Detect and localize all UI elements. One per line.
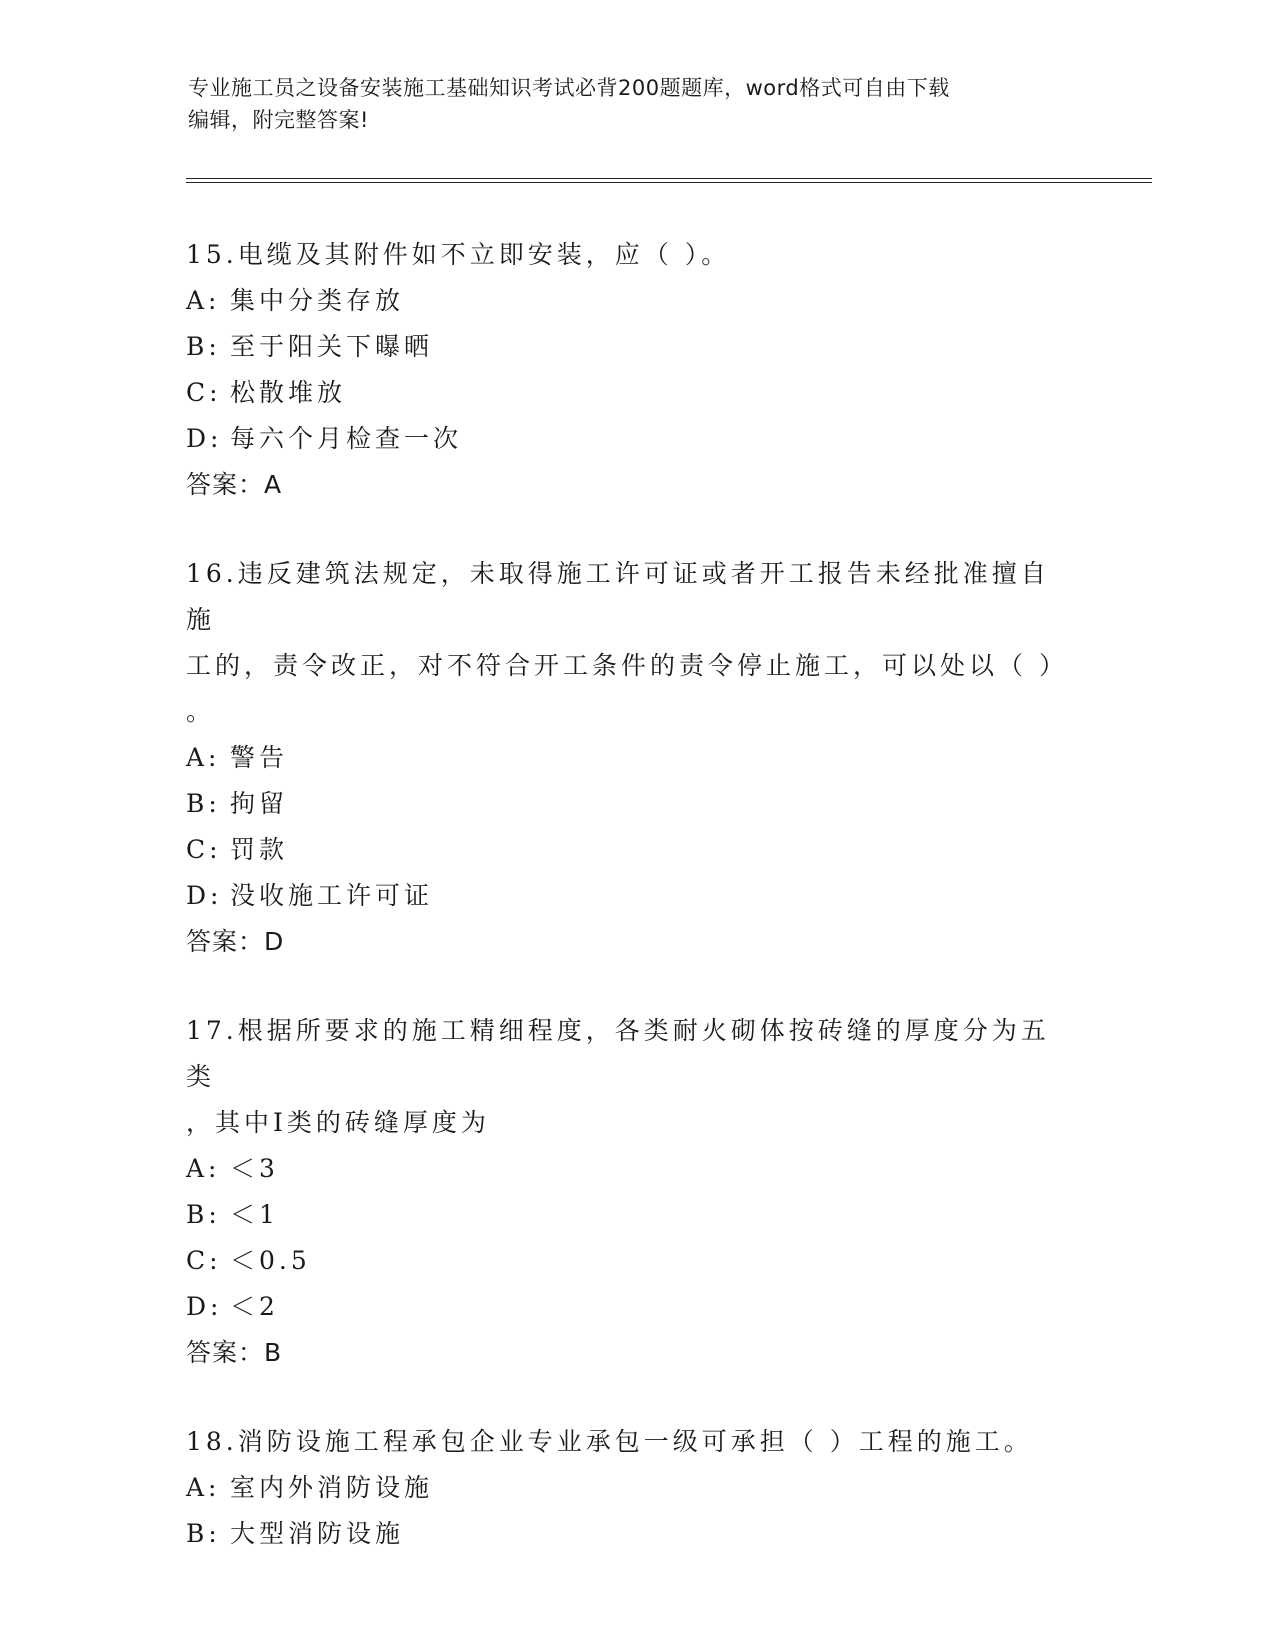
- option-letter: C:: [186, 1246, 222, 1275]
- option-text: 没收施工许可证: [230, 881, 434, 910]
- option-text: 松散堆放: [230, 378, 347, 407]
- option-list: [186, 1146, 1106, 1330]
- option-text: 集中分类存放: [230, 286, 405, 315]
- option-letter: B:: [186, 1519, 221, 1548]
- stem-line: 16.违反建筑法规定，未取得施工许可证或者开工报告未经批准擅自施: [186, 559, 1050, 634]
- question-16: [186, 551, 1106, 965]
- header-line-2: 编辑，附完整答案!: [188, 108, 369, 132]
- option-letter: A:: [186, 1154, 221, 1183]
- option-d: [186, 416, 1106, 462]
- stem-line: 15.电缆及其附件如不立即安装，应（ ）。: [186, 240, 731, 269]
- option-letter: D:: [186, 424, 223, 453]
- option-letter: D:: [186, 1292, 223, 1321]
- option-list: [186, 278, 1106, 462]
- option-list: [186, 1465, 1106, 1557]
- option-text: 拘留: [230, 789, 289, 818]
- option-text: ＜2: [230, 1292, 279, 1321]
- option-a: [186, 278, 1106, 324]
- option-text: 罚款: [230, 835, 289, 864]
- option-b: [186, 1511, 1106, 1557]
- option-b: [186, 324, 1106, 370]
- option-b: [186, 781, 1106, 827]
- stem-line: 工的，责令改正，对不符合开工条件的责令停止施工，可以处以（ ）: [186, 651, 1068, 680]
- option-c: [186, 827, 1106, 873]
- option-letter: B:: [186, 789, 221, 818]
- option-letter: B:: [186, 1200, 221, 1229]
- option-letter: D:: [186, 881, 223, 910]
- option-text: 每六个月检查一次: [230, 424, 463, 453]
- option-letter: C:: [186, 835, 222, 864]
- question-17: [186, 1008, 1106, 1376]
- answer-label: 答案：B: [186, 1338, 283, 1367]
- stem-line: 17.根据所要求的施工精细程度，各类耐火砌体按砖缝的厚度分为五类: [186, 1016, 1050, 1091]
- option-letter: A:: [186, 743, 221, 772]
- answer-label: 答案：A: [186, 470, 283, 499]
- option-text: 至于阳关下曝晒: [230, 332, 434, 361]
- header-divider: [186, 178, 1152, 183]
- option-text: 室内外消防设施: [230, 1473, 434, 1502]
- option-letter: B:: [186, 332, 221, 361]
- option-d: [186, 873, 1106, 919]
- option-text: 大型消防设施: [230, 1519, 405, 1548]
- document-header: [188, 72, 1088, 136]
- option-text: ＜3: [230, 1154, 279, 1183]
- question-stem: [186, 1008, 1066, 1146]
- stem-line: ，其中I类的砖缝厚度为: [186, 1108, 490, 1137]
- question-stem: [186, 551, 1066, 735]
- option-letter: A:: [186, 1473, 221, 1502]
- option-c: [186, 1238, 1106, 1284]
- question-stem: [186, 1419, 1066, 1465]
- option-c: [186, 370, 1106, 416]
- question-list: [186, 232, 1106, 1600]
- option-list: [186, 735, 1106, 919]
- header-line-1: 专业施工员之设备安装施工基础知识考试必背200题题库，word格式可自由下载: [188, 76, 950, 100]
- question-15: [186, 232, 1106, 508]
- option-letter: C:: [186, 378, 222, 407]
- stem-line: 18.消防设施工程承包企业专业承包一级可承担（ ）工程的施工。: [186, 1427, 1033, 1456]
- option-a: [186, 1146, 1106, 1192]
- option-d: [186, 1284, 1106, 1330]
- option-text: ＜1: [230, 1200, 279, 1229]
- option-a: [186, 735, 1106, 781]
- option-text: 警告: [230, 743, 289, 772]
- option-letter: A:: [186, 286, 221, 315]
- option-b: [186, 1192, 1106, 1238]
- option-a: [186, 1465, 1106, 1511]
- answer-label: 答案：D: [186, 927, 285, 956]
- question-stem: [186, 232, 1066, 278]
- question-18: [186, 1419, 1106, 1557]
- stem-line: 。: [186, 697, 216, 726]
- option-text: ＜0.5: [230, 1246, 311, 1275]
